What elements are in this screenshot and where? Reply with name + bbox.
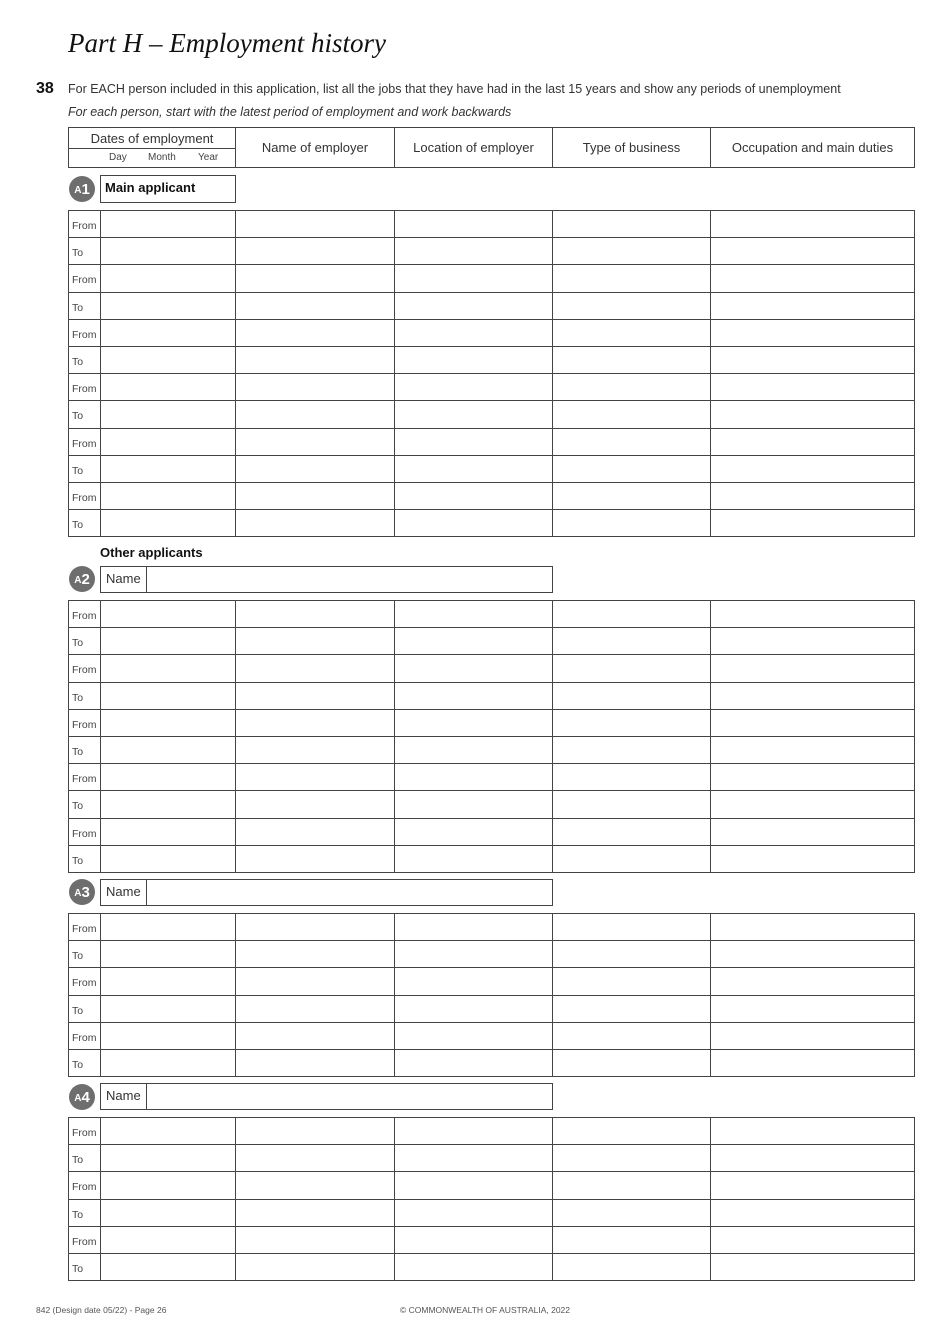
location-input[interactable] <box>394 790 553 819</box>
business-input[interactable] <box>552 373 711 401</box>
business-input[interactable] <box>552 509 711 537</box>
section-badge-a4: A 4 <box>69 1084 95 1110</box>
occupation-input[interactable] <box>710 237 915 265</box>
date-input[interactable] <box>100 627 236 655</box>
business-input[interactable] <box>552 455 711 483</box>
date-input[interactable] <box>100 292 236 320</box>
employer-input[interactable] <box>235 600 395 628</box>
occupation-input[interactable] <box>710 1199 915 1227</box>
row-label-from: From <box>68 654 101 683</box>
location-input[interactable] <box>394 940 553 968</box>
employer-input[interactable] <box>235 709 395 737</box>
location-input[interactable] <box>394 995 553 1023</box>
date-input[interactable] <box>100 319 236 347</box>
location-input[interactable] <box>394 736 553 764</box>
business-input[interactable] <box>552 845 711 873</box>
date-input[interactable] <box>100 818 236 846</box>
location-input[interactable] <box>394 455 553 483</box>
row-label-to: To <box>68 237 101 265</box>
occupation-input[interactable] <box>710 913 915 941</box>
other-applicants-label: Other applicants <box>100 545 203 560</box>
row-label-to: To <box>68 292 101 320</box>
occupation-input[interactable] <box>710 400 915 429</box>
location-input[interactable] <box>394 654 553 683</box>
employer-input[interactable] <box>235 1171 395 1200</box>
date-input[interactable] <box>100 237 236 265</box>
date-input[interactable] <box>100 1022 236 1050</box>
location-input[interactable] <box>394 1144 553 1172</box>
location-input[interactable] <box>394 682 553 710</box>
business-input[interactable] <box>552 1253 711 1281</box>
business-input[interactable] <box>552 654 711 683</box>
row-label-to: To <box>68 509 101 537</box>
date-input[interactable] <box>100 845 236 873</box>
page-title: Part H – Employment history <box>68 28 386 58</box>
row-label-to: To <box>68 1253 101 1281</box>
location-input[interactable] <box>394 482 553 510</box>
location-input[interactable] <box>394 1199 553 1227</box>
header-name-of-employer: Name of employer <box>235 127 395 168</box>
business-input[interactable] <box>552 1022 711 1050</box>
row-label-to: To <box>68 845 101 873</box>
employer-input[interactable] <box>235 790 395 819</box>
row-label-from: From <box>68 319 101 347</box>
location-input[interactable] <box>394 346 553 374</box>
row-label-to: To <box>68 790 101 819</box>
section-badge-a2: A 2 <box>69 566 95 592</box>
business-input[interactable] <box>552 1171 711 1200</box>
business-input[interactable] <box>552 763 711 791</box>
date-input[interactable] <box>100 1049 236 1077</box>
name-field-a4 <box>100 1083 553 1110</box>
occupation-input[interactable] <box>710 763 915 791</box>
location-input[interactable] <box>394 1171 553 1200</box>
main-applicant-label: Main applicant <box>100 175 236 203</box>
date-input[interactable] <box>100 1199 236 1227</box>
occupation-input[interactable] <box>710 600 915 628</box>
location-input[interactable] <box>394 709 553 737</box>
date-input[interactable] <box>100 455 236 483</box>
occupation-input[interactable] <box>710 709 915 737</box>
row-label-from: From <box>68 818 101 846</box>
employer-input[interactable] <box>235 940 395 968</box>
business-input[interactable] <box>552 967 711 996</box>
business-input[interactable] <box>552 400 711 429</box>
location-input[interactable] <box>394 319 553 347</box>
occupation-input[interactable] <box>710 940 915 968</box>
row-label-to: To <box>68 1144 101 1172</box>
header-dates-of-employment <box>68 127 236 168</box>
occupation-input[interactable] <box>710 1171 915 1200</box>
location-input[interactable] <box>394 967 553 996</box>
business-input[interactable] <box>552 319 711 347</box>
occupation-input[interactable] <box>710 682 915 710</box>
row-label-from: From <box>68 913 101 941</box>
business-input[interactable] <box>552 292 711 320</box>
business-input[interactable] <box>552 346 711 374</box>
row-label-to: To <box>68 455 101 483</box>
business-input[interactable] <box>552 237 711 265</box>
occupation-input[interactable] <box>710 1253 915 1281</box>
row-label-from: From <box>68 709 101 737</box>
question-number: 38 <box>36 80 54 97</box>
date-input[interactable] <box>100 940 236 968</box>
employer-input[interactable] <box>235 627 395 655</box>
occupation-input[interactable] <box>710 736 915 764</box>
occupation-input[interactable] <box>710 1144 915 1172</box>
date-input[interactable] <box>100 264 236 293</box>
employer-input[interactable] <box>235 1199 395 1227</box>
row-label-from: From <box>68 600 101 628</box>
location-input[interactable] <box>394 264 553 293</box>
row-label-from: From <box>68 373 101 401</box>
business-input[interactable] <box>552 1199 711 1227</box>
occupation-input[interactable] <box>710 1226 915 1254</box>
footer-page-info: 842 (Design date 05/22) - Page 26 <box>36 1305 167 1315</box>
business-input[interactable] <box>552 709 711 737</box>
header-dates-title: Dates of employment <box>90 131 214 146</box>
date-input[interactable] <box>100 736 236 764</box>
location-input[interactable] <box>394 818 553 846</box>
occupation-input[interactable] <box>710 967 915 996</box>
row-label-to: To <box>68 736 101 764</box>
header-month: Month <box>148 152 176 163</box>
business-input[interactable] <box>552 682 711 710</box>
occupation-input[interactable] <box>710 455 915 483</box>
location-input[interactable] <box>394 845 553 873</box>
business-input[interactable] <box>552 264 711 293</box>
date-input[interactable] <box>100 346 236 374</box>
occupation-input[interactable] <box>710 845 915 873</box>
employer-input[interactable] <box>235 346 395 374</box>
question-text: For EACH person included in this application, list all the jobs that they have had in the last 15 years and show any periods of unemployment <box>68 82 841 96</box>
location-input[interactable] <box>394 1049 553 1077</box>
date-input[interactable] <box>100 967 236 996</box>
date-input[interactable] <box>100 682 236 710</box>
employer-input[interactable] <box>235 428 395 456</box>
business-input[interactable] <box>552 1049 711 1077</box>
employer-input[interactable] <box>235 319 395 347</box>
occupation-input[interactable] <box>710 1117 915 1145</box>
occupation-input[interactable] <box>710 319 915 347</box>
employer-input[interactable] <box>235 995 395 1023</box>
date-input[interactable] <box>100 654 236 683</box>
location-input[interactable] <box>394 913 553 941</box>
row-label-to: To <box>68 346 101 374</box>
header-location-of-employer: Location of employer <box>394 127 553 168</box>
row-label-from: From <box>68 1171 101 1200</box>
header-divider <box>69 148 235 149</box>
business-input[interactable] <box>552 790 711 819</box>
date-input[interactable] <box>100 373 236 401</box>
employer-input[interactable] <box>235 763 395 791</box>
row-label-from: From <box>68 1226 101 1254</box>
employer-input[interactable] <box>235 1144 395 1172</box>
row-label-from: From <box>68 210 101 238</box>
occupation-input[interactable] <box>710 264 915 293</box>
name-label: Name <box>101 567 147 592</box>
name-label: Name <box>101 1084 147 1109</box>
employer-input[interactable] <box>235 1226 395 1254</box>
header-year: Year <box>198 152 219 163</box>
business-input[interactable] <box>552 1226 711 1254</box>
occupation-input[interactable] <box>710 482 915 510</box>
location-input[interactable] <box>394 763 553 791</box>
occupation-input[interactable] <box>710 373 915 401</box>
business-input[interactable] <box>552 482 711 510</box>
row-label-to: To <box>68 1049 101 1077</box>
location-input[interactable] <box>394 237 553 265</box>
date-input[interactable] <box>100 428 236 456</box>
date-input[interactable] <box>100 1171 236 1200</box>
date-input[interactable] <box>100 1144 236 1172</box>
employer-input[interactable] <box>235 913 395 941</box>
business-input[interactable] <box>552 995 711 1023</box>
occupation-input[interactable] <box>710 428 915 456</box>
date-input[interactable] <box>100 210 236 238</box>
employer-input[interactable] <box>235 736 395 764</box>
date-input[interactable] <box>100 509 236 537</box>
employer-input[interactable] <box>235 237 395 265</box>
date-input[interactable] <box>100 400 236 429</box>
location-input[interactable] <box>394 373 553 401</box>
employer-input[interactable] <box>235 654 395 683</box>
location-input[interactable] <box>394 1022 553 1050</box>
employer-input[interactable] <box>235 509 395 537</box>
row-label-to: To <box>68 627 101 655</box>
business-input[interactable] <box>552 210 711 238</box>
occupation-input[interactable] <box>710 818 915 846</box>
row-label-to: To <box>68 1199 101 1227</box>
employer-input[interactable] <box>235 210 395 238</box>
employer-input[interactable] <box>235 455 395 483</box>
date-input[interactable] <box>100 995 236 1023</box>
employer-input[interactable] <box>235 292 395 320</box>
date-input[interactable] <box>100 709 236 737</box>
question-subtext: For each person, start with the latest period of employment and work backwards <box>68 105 512 119</box>
business-input[interactable] <box>552 736 711 764</box>
location-input[interactable] <box>394 1226 553 1254</box>
row-label-from: From <box>68 482 101 510</box>
row-label-from: From <box>68 967 101 996</box>
employer-input[interactable] <box>235 682 395 710</box>
name-input-a2[interactable] <box>148 567 552 592</box>
row-label-to: To <box>68 400 101 429</box>
footer-copyright: © COMMONWEALTH OF AUSTRALIA, 2022 <box>400 1305 570 1315</box>
employer-input[interactable] <box>235 1049 395 1077</box>
occupation-input[interactable] <box>710 346 915 374</box>
employer-input[interactable] <box>235 1117 395 1145</box>
header-day: Day <box>109 152 127 163</box>
name-field-a2 <box>100 566 553 593</box>
employer-input[interactable] <box>235 845 395 873</box>
name-input-a4[interactable] <box>148 1084 552 1109</box>
employer-input[interactable] <box>235 1022 395 1050</box>
row-label-from: From <box>68 1022 101 1050</box>
employer-input[interactable] <box>235 373 395 401</box>
employer-input[interactable] <box>235 482 395 510</box>
occupation-input[interactable] <box>710 627 915 655</box>
business-input[interactable] <box>552 1144 711 1172</box>
date-input[interactable] <box>100 600 236 628</box>
occupation-input[interactable] <box>710 1049 915 1077</box>
date-input[interactable] <box>100 790 236 819</box>
section-badge-a3: A 3 <box>69 879 95 905</box>
business-input[interactable] <box>552 818 711 846</box>
location-input[interactable] <box>394 292 553 320</box>
employer-input[interactable] <box>235 264 395 293</box>
location-input[interactable] <box>394 400 553 429</box>
business-input[interactable] <box>552 627 711 655</box>
occupation-input[interactable] <box>710 995 915 1023</box>
business-input[interactable] <box>552 940 711 968</box>
row-label-to: To <box>68 682 101 710</box>
occupation-input[interactable] <box>710 210 915 238</box>
employer-input[interactable] <box>235 967 395 996</box>
location-input[interactable] <box>394 509 553 537</box>
name-input-a3[interactable] <box>148 880 552 905</box>
date-input[interactable] <box>100 1253 236 1281</box>
row-label-from: From <box>68 264 101 293</box>
location-input[interactable] <box>394 600 553 628</box>
date-input[interactable] <box>100 1117 236 1145</box>
location-input[interactable] <box>394 627 553 655</box>
occupation-input[interactable] <box>710 292 915 320</box>
employer-input[interactable] <box>235 1253 395 1281</box>
business-input[interactable] <box>552 913 711 941</box>
row-label-from: From <box>68 763 101 791</box>
business-input[interactable] <box>552 600 711 628</box>
date-input[interactable] <box>100 482 236 510</box>
location-input[interactable] <box>394 210 553 238</box>
row-label-from: From <box>68 428 101 456</box>
name-field-a3 <box>100 879 553 906</box>
header-type-of-business: Type of business <box>552 127 711 168</box>
date-input[interactable] <box>100 763 236 791</box>
location-input[interactable] <box>394 1117 553 1145</box>
occupation-input[interactable] <box>710 1022 915 1050</box>
business-input[interactable] <box>552 428 711 456</box>
date-input[interactable] <box>100 1226 236 1254</box>
employer-input[interactable] <box>235 818 395 846</box>
name-label: Name <box>101 880 147 905</box>
row-label-from: From <box>68 1117 101 1145</box>
header-occupation: Occupation and main duties <box>710 127 915 168</box>
business-input[interactable] <box>552 1117 711 1145</box>
date-input[interactable] <box>100 913 236 941</box>
occupation-input[interactable] <box>710 654 915 683</box>
section-badge-a1: A 1 <box>69 176 95 202</box>
location-input[interactable] <box>394 428 553 456</box>
occupation-input[interactable] <box>710 509 915 537</box>
row-label-to: To <box>68 940 101 968</box>
employer-input[interactable] <box>235 400 395 429</box>
occupation-input[interactable] <box>710 790 915 819</box>
row-label-to: To <box>68 995 101 1023</box>
location-input[interactable] <box>394 1253 553 1281</box>
